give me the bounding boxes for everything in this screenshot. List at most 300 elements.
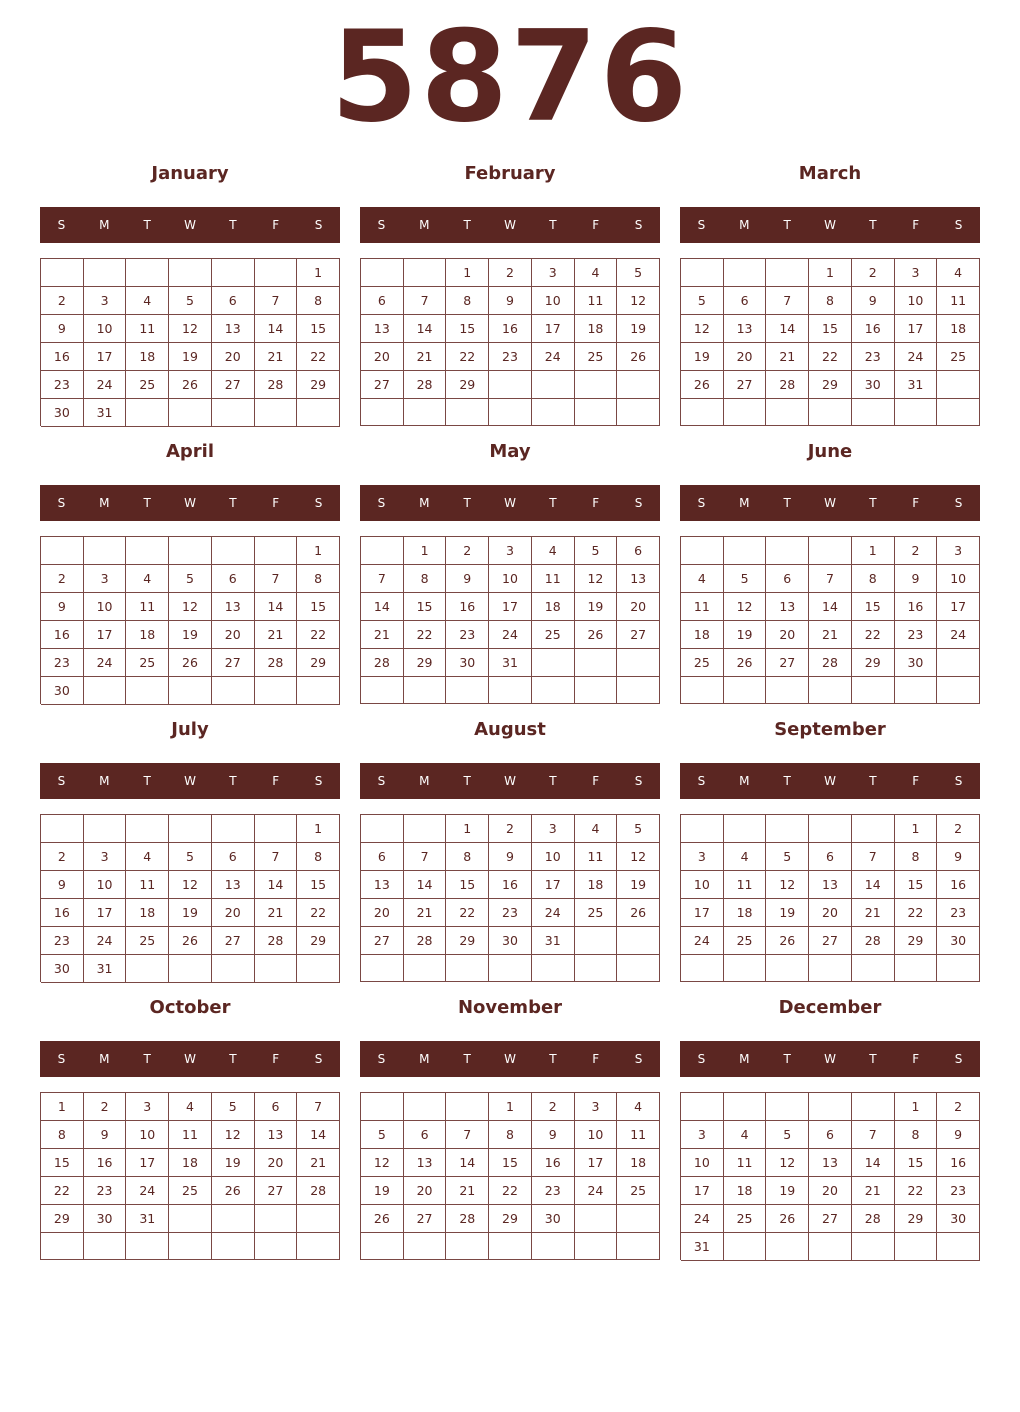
day-cell: 7	[297, 1093, 340, 1121]
empty-day-cell	[404, 259, 447, 287]
empty-day-cell	[724, 815, 767, 843]
day-cell: 21	[809, 621, 852, 649]
day-cell: 20	[361, 899, 404, 927]
day-cell: 3	[681, 1121, 724, 1149]
weekday-header	[360, 763, 660, 799]
day-cell: 30	[84, 1205, 127, 1233]
day-cell: 1	[446, 815, 489, 843]
day-cell: 21	[297, 1149, 340, 1177]
weekday-label: M	[99, 218, 110, 232]
empty-day-cell	[404, 399, 447, 426]
day-cell: 24	[84, 927, 127, 955]
day-cell: 4	[724, 843, 767, 871]
day-cell: 2	[41, 565, 84, 593]
day-cell: 22	[297, 343, 340, 371]
day-cell: 26	[169, 927, 212, 955]
day-cell: 28	[297, 1177, 340, 1205]
day-cell: 17	[532, 315, 575, 343]
empty-day-cell	[852, 955, 895, 982]
empty-day-cell	[404, 815, 447, 843]
day-cell: 13	[361, 315, 404, 343]
empty-day-cell	[532, 399, 575, 426]
day-cell: 19	[724, 621, 767, 649]
day-cell: 2	[41, 287, 84, 315]
weekday-label: W	[184, 774, 196, 788]
month-name: May	[489, 441, 531, 462]
weekday-label: M	[739, 496, 750, 510]
day-cell: 30	[852, 371, 895, 399]
day-cell: 29	[809, 371, 852, 399]
weekday-label: W	[184, 496, 196, 510]
day-cell: 6	[809, 843, 852, 871]
weekday-label: F	[272, 774, 280, 788]
month-name: December	[778, 997, 882, 1018]
day-cell: 17	[84, 343, 127, 371]
day-cell: 9	[84, 1121, 127, 1149]
empty-day-cell	[809, 677, 852, 704]
day-cell: 24	[895, 343, 938, 371]
weekday-label: T	[549, 496, 557, 510]
empty-day-cell	[404, 1093, 447, 1121]
day-cell: 14	[404, 315, 447, 343]
empty-day-cell	[809, 1093, 852, 1121]
day-cell: 19	[617, 871, 660, 899]
day-cell: 26	[766, 927, 809, 955]
day-cell: 16	[84, 1149, 127, 1177]
empty-day-cell	[766, 259, 809, 287]
weekday-header	[680, 1041, 980, 1077]
weekday-label: T	[549, 774, 557, 788]
day-cell: 22	[895, 1177, 938, 1205]
day-cell: 8	[489, 1121, 532, 1149]
day-cell: 26	[617, 343, 660, 371]
empty-day-cell	[361, 537, 404, 565]
weekday-label: T	[869, 1052, 877, 1066]
empty-day-cell	[532, 371, 575, 399]
day-cell: 31	[126, 1205, 169, 1233]
day-cell: 11	[575, 287, 618, 315]
day-cell: 21	[361, 621, 404, 649]
day-cell: 9	[937, 843, 980, 871]
day-cell: 21	[255, 899, 298, 927]
day-cell: 2	[895, 537, 938, 565]
empty-day-cell	[617, 649, 660, 677]
day-cell: 3	[681, 843, 724, 871]
day-cell: 29	[297, 371, 340, 399]
weekday-label: S	[634, 1052, 643, 1066]
day-grid	[680, 536, 980, 704]
empty-day-cell	[169, 815, 212, 843]
day-cell: 5	[169, 843, 212, 871]
weekday-label: T	[783, 774, 791, 788]
day-cell: 2	[41, 843, 84, 871]
day-cell: 14	[852, 1149, 895, 1177]
day-cell: 22	[809, 343, 852, 371]
empty-day-cell	[617, 1205, 660, 1233]
day-cell: 28	[852, 927, 895, 955]
day-cell: 31	[681, 1233, 724, 1261]
day-cell: 26	[169, 371, 212, 399]
day-cell: 9	[852, 287, 895, 315]
weekday-label: M	[419, 774, 430, 788]
day-cell: 4	[575, 815, 618, 843]
day-grid	[40, 1092, 340, 1260]
empty-day-cell	[895, 677, 938, 704]
empty-day-cell	[361, 1093, 404, 1121]
empty-day-cell	[681, 677, 724, 704]
day-cell: 16	[532, 1149, 575, 1177]
day-cell: 7	[446, 1121, 489, 1149]
day-cell: 23	[446, 621, 489, 649]
weekday-label: S	[57, 218, 66, 232]
day-cell: 7	[255, 843, 298, 871]
empty-day-cell	[169, 399, 212, 427]
day-cell: 27	[766, 649, 809, 677]
day-cell: 20	[724, 343, 767, 371]
empty-day-cell	[489, 371, 532, 399]
weekday-label: T	[869, 218, 877, 232]
day-cell: 21	[852, 899, 895, 927]
day-cell: 13	[212, 871, 255, 899]
empty-day-cell	[255, 1205, 298, 1233]
weekday-header	[680, 207, 980, 243]
weekday-label: T	[229, 1052, 237, 1066]
empty-day-cell	[126, 815, 169, 843]
empty-day-cell	[212, 815, 255, 843]
day-cell: 6	[212, 565, 255, 593]
day-cell: 29	[297, 927, 340, 955]
day-grid	[680, 814, 980, 982]
day-cell: 23	[489, 343, 532, 371]
day-cell: 5	[361, 1121, 404, 1149]
day-cell: 16	[41, 343, 84, 371]
day-cell: 18	[126, 899, 169, 927]
day-cell: 8	[895, 1121, 938, 1149]
day-cell: 13	[212, 593, 255, 621]
day-cell: 19	[681, 343, 724, 371]
day-cell: 19	[169, 343, 212, 371]
day-cell: 27	[212, 649, 255, 677]
empty-day-cell	[532, 677, 575, 704]
weekday-label: W	[824, 774, 836, 788]
day-cell: 23	[41, 649, 84, 677]
day-cell: 6	[212, 287, 255, 315]
day-cell: 20	[212, 343, 255, 371]
day-cell: 12	[766, 871, 809, 899]
day-grid	[360, 536, 660, 704]
empty-day-cell	[937, 649, 980, 677]
month-name: June	[807, 441, 853, 462]
day-cell: 22	[895, 899, 938, 927]
empty-day-cell	[297, 1233, 340, 1260]
weekday-label: M	[419, 1052, 430, 1066]
day-cell: 11	[617, 1121, 660, 1149]
day-cell: 14	[255, 315, 298, 343]
day-cell: 29	[404, 649, 447, 677]
empty-day-cell	[84, 259, 127, 287]
day-cell: 5	[766, 1121, 809, 1149]
day-cell: 13	[361, 871, 404, 899]
day-cell: 12	[575, 565, 618, 593]
empty-day-cell	[489, 955, 532, 982]
empty-day-cell	[41, 259, 84, 287]
day-cell: 28	[446, 1205, 489, 1233]
day-cell: 2	[937, 815, 980, 843]
day-grid	[360, 1092, 660, 1260]
empty-day-cell	[575, 649, 618, 677]
day-cell: 6	[361, 287, 404, 315]
empty-day-cell	[297, 399, 340, 427]
day-cell: 22	[404, 621, 447, 649]
day-cell: 21	[766, 343, 809, 371]
day-cell: 6	[809, 1121, 852, 1149]
day-cell: 29	[446, 927, 489, 955]
weekday-label: T	[143, 496, 151, 510]
empty-day-cell	[126, 1233, 169, 1260]
empty-day-cell	[852, 1093, 895, 1121]
day-cell: 11	[724, 871, 767, 899]
empty-day-cell	[169, 1205, 212, 1233]
empty-day-cell	[297, 1205, 340, 1233]
day-cell: 22	[297, 621, 340, 649]
day-cell: 4	[532, 537, 575, 565]
day-cell: 12	[766, 1149, 809, 1177]
day-cell: 6	[361, 843, 404, 871]
weekday-label: T	[143, 218, 151, 232]
day-cell: 5	[212, 1093, 255, 1121]
day-cell: 30	[532, 1205, 575, 1233]
weekday-label: F	[592, 218, 600, 232]
empty-day-cell	[41, 815, 84, 843]
day-cell: 12	[724, 593, 767, 621]
empty-day-cell	[532, 1233, 575, 1260]
day-cell: 27	[724, 371, 767, 399]
empty-day-cell	[212, 955, 255, 983]
weekday-header	[360, 485, 660, 521]
day-cell: 10	[575, 1121, 618, 1149]
day-cell: 9	[489, 843, 532, 871]
day-grid	[40, 814, 340, 982]
day-cell: 14	[446, 1149, 489, 1177]
day-cell: 24	[575, 1177, 618, 1205]
day-cell: 18	[681, 621, 724, 649]
empty-day-cell	[212, 1205, 255, 1233]
empty-day-cell	[446, 955, 489, 982]
day-cell: 4	[617, 1093, 660, 1121]
day-cell: 16	[446, 593, 489, 621]
day-cell: 21	[255, 621, 298, 649]
month-name: July	[171, 719, 209, 740]
day-cell: 7	[852, 1121, 895, 1149]
day-cell: 18	[617, 1149, 660, 1177]
day-cell: 7	[404, 843, 447, 871]
day-cell: 21	[404, 343, 447, 371]
day-cell: 1	[895, 815, 938, 843]
empty-day-cell	[724, 1233, 767, 1261]
day-cell: 17	[681, 899, 724, 927]
day-cell: 12	[617, 843, 660, 871]
day-cell: 14	[361, 593, 404, 621]
day-cell: 10	[84, 315, 127, 343]
empty-day-cell	[809, 537, 852, 565]
day-cell: 29	[446, 371, 489, 399]
day-cell: 16	[489, 315, 532, 343]
day-cell: 2	[852, 259, 895, 287]
day-cell: 11	[126, 871, 169, 899]
day-cell: 26	[681, 371, 724, 399]
day-cell: 21	[852, 1177, 895, 1205]
day-cell: 21	[446, 1177, 489, 1205]
day-cell: 25	[126, 649, 169, 677]
empty-day-cell	[575, 1205, 618, 1233]
day-cell: 31	[84, 399, 127, 427]
empty-day-cell	[255, 399, 298, 427]
empty-day-cell	[724, 259, 767, 287]
empty-day-cell	[255, 259, 298, 287]
day-cell: 6	[404, 1121, 447, 1149]
empty-day-cell	[126, 955, 169, 983]
day-cell: 24	[532, 343, 575, 371]
weekday-label: T	[463, 774, 471, 788]
day-cell: 27	[255, 1177, 298, 1205]
day-cell: 1	[41, 1093, 84, 1121]
weekday-label: F	[592, 496, 600, 510]
weekday-label: F	[592, 774, 600, 788]
day-cell: 19	[169, 621, 212, 649]
day-cell: 13	[809, 1149, 852, 1177]
day-cell: 27	[212, 927, 255, 955]
empty-day-cell	[126, 399, 169, 427]
day-cell: 26	[575, 621, 618, 649]
day-cell: 7	[255, 565, 298, 593]
day-cell: 25	[724, 1205, 767, 1233]
day-cell: 1	[852, 537, 895, 565]
day-cell: 4	[126, 287, 169, 315]
day-cell: 3	[126, 1093, 169, 1121]
day-grid	[360, 814, 660, 982]
day-cell: 13	[809, 871, 852, 899]
day-cell: 30	[446, 649, 489, 677]
weekday-label: W	[184, 218, 196, 232]
empty-day-cell	[84, 537, 127, 565]
empty-day-cell	[617, 927, 660, 955]
day-cell: 17	[532, 871, 575, 899]
weekday-header	[40, 485, 340, 521]
weekday-label: S	[57, 1052, 66, 1066]
day-cell: 28	[255, 927, 298, 955]
weekday-header	[40, 207, 340, 243]
day-cell: 7	[766, 287, 809, 315]
day-cell: 9	[41, 871, 84, 899]
day-cell: 5	[617, 259, 660, 287]
empty-day-cell	[937, 677, 980, 704]
day-cell: 27	[361, 371, 404, 399]
empty-day-cell	[212, 677, 255, 705]
day-cell: 14	[297, 1121, 340, 1149]
empty-day-cell	[255, 955, 298, 983]
day-cell: 22	[489, 1177, 532, 1205]
day-cell: 2	[489, 815, 532, 843]
empty-day-cell	[212, 259, 255, 287]
day-cell: 22	[297, 899, 340, 927]
day-cell: 29	[41, 1205, 84, 1233]
weekday-label: T	[463, 218, 471, 232]
day-cell: 13	[766, 593, 809, 621]
day-cell: 12	[617, 287, 660, 315]
month-name: February	[464, 163, 556, 184]
day-cell: 19	[361, 1177, 404, 1205]
empty-day-cell	[617, 677, 660, 704]
empty-day-cell	[84, 815, 127, 843]
day-cell: 9	[532, 1121, 575, 1149]
day-cell: 13	[724, 315, 767, 343]
day-cell: 7	[255, 287, 298, 315]
day-cell: 12	[212, 1121, 255, 1149]
weekday-label: S	[377, 1052, 386, 1066]
day-cell: 3	[895, 259, 938, 287]
day-cell: 7	[809, 565, 852, 593]
weekday-label: S	[634, 218, 643, 232]
day-cell: 16	[852, 315, 895, 343]
weekday-label: S	[377, 218, 386, 232]
day-cell: 1	[446, 259, 489, 287]
day-cell: 18	[724, 1177, 767, 1205]
day-cell: 5	[169, 287, 212, 315]
empty-day-cell	[895, 955, 938, 982]
day-cell: 24	[84, 371, 127, 399]
day-cell: 13	[212, 315, 255, 343]
day-cell: 11	[169, 1121, 212, 1149]
day-cell: 16	[895, 593, 938, 621]
day-cell: 30	[41, 399, 84, 427]
day-cell: 15	[297, 593, 340, 621]
day-cell: 17	[937, 593, 980, 621]
empty-day-cell	[446, 1093, 489, 1121]
empty-day-cell	[937, 399, 980, 426]
empty-day-cell	[575, 1233, 618, 1260]
empty-day-cell	[404, 677, 447, 704]
day-cell: 27	[809, 1205, 852, 1233]
weekday-label: S	[697, 774, 706, 788]
day-cell: 22	[446, 899, 489, 927]
empty-day-cell	[895, 1233, 938, 1261]
day-cell: 6	[724, 287, 767, 315]
weekday-label: F	[272, 218, 280, 232]
day-cell: 25	[169, 1177, 212, 1205]
day-cell: 11	[681, 593, 724, 621]
day-cell: 2	[84, 1093, 127, 1121]
weekday-header	[40, 763, 340, 799]
weekday-label: T	[229, 218, 237, 232]
day-cell: 31	[84, 955, 127, 983]
day-cell: 7	[361, 565, 404, 593]
day-cell: 11	[532, 565, 575, 593]
day-cell: 17	[575, 1149, 618, 1177]
day-cell: 2	[532, 1093, 575, 1121]
day-cell: 18	[126, 621, 169, 649]
empty-day-cell	[724, 1093, 767, 1121]
weekday-label: T	[229, 496, 237, 510]
day-cell: 26	[724, 649, 767, 677]
empty-day-cell	[766, 677, 809, 704]
day-cell: 31	[489, 649, 532, 677]
day-cell: 25	[617, 1177, 660, 1205]
weekday-label: M	[99, 496, 110, 510]
day-cell: 26	[212, 1177, 255, 1205]
day-cell: 15	[895, 1149, 938, 1177]
weekday-label: W	[504, 496, 516, 510]
day-cell: 29	[489, 1205, 532, 1233]
